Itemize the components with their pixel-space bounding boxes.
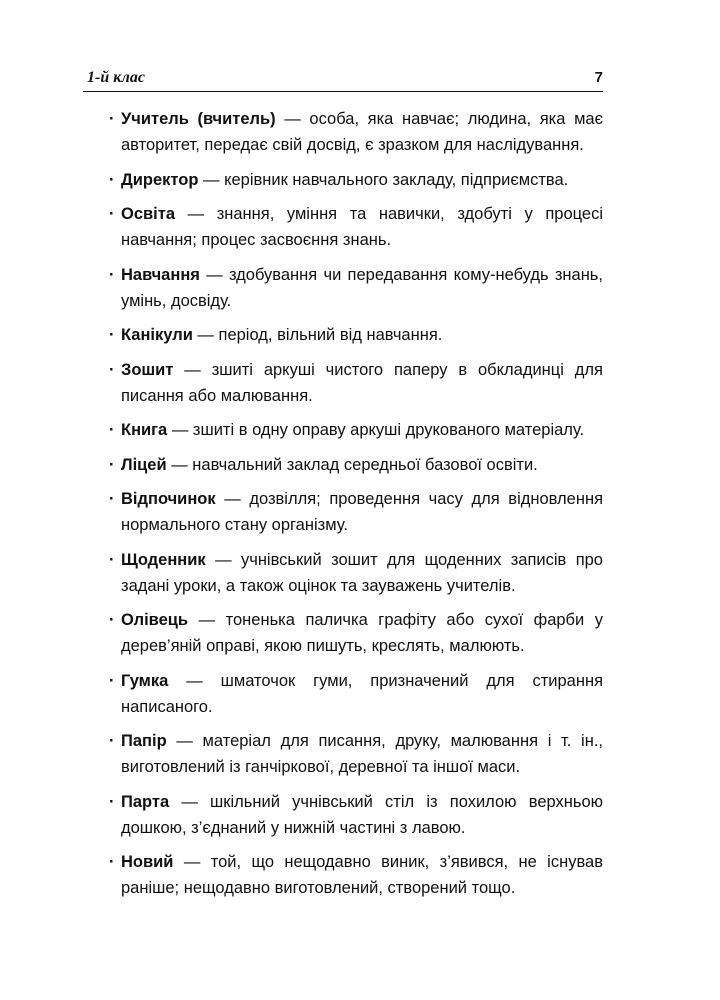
bullet-icon: · xyxy=(109,853,115,871)
entry-definition: — шкільний учнівський стіл із похилою верхньою дошкою, з’єднаний у нижній частині з лавою. xyxy=(121,792,603,837)
entry-definition: — зшиті в одну оправу аркуші друкованого матеріалу. xyxy=(167,421,585,439)
glossary-entry xyxy=(109,417,603,443)
entry-definition: — шматочок гуми, призначений для стирання написаного. xyxy=(121,671,603,716)
entry-definition: — здобування чи передавання кому-небудь знань, умінь, досвіду. xyxy=(121,265,603,310)
header-divider xyxy=(83,91,603,92)
glossary-entry xyxy=(109,607,603,659)
entry-definition: — учнівський зошит для щоденних записів про задані уроки, а також оцінок та зауважень учителів. xyxy=(121,550,603,595)
page-header xyxy=(83,68,603,90)
glossary-entry xyxy=(109,486,603,538)
entry-term: Книга xyxy=(121,421,168,439)
glossary-entry xyxy=(109,849,603,901)
glossary-entry xyxy=(109,357,603,409)
entry-term: Щоденник xyxy=(121,550,206,569)
entry-term: Директор xyxy=(121,170,199,189)
entry-definition: — дозвілля; проведення часу для відновлення нормального стану організму. xyxy=(121,490,603,534)
glossary-entry xyxy=(109,201,603,253)
entry-term: Навчання xyxy=(121,265,200,284)
glossary-entry xyxy=(109,668,603,720)
bullet-icon: · xyxy=(109,265,115,284)
entry-definition: — той, що нещодавно виник, з’явився, не існував раніше; нещодавно виготовлений, створений тощо. xyxy=(121,853,603,897)
bullet-icon: · xyxy=(109,326,115,344)
entry-definition: — навчальний заклад середньої базової освіти. xyxy=(166,455,538,474)
entry-definition: — знання, уміння та навички, здобуті у процесі навчання; процес засвоєння знань. xyxy=(121,205,603,249)
entry-definition: — зшиті аркуші чистого паперу в обкладинці для писання або малювання. xyxy=(121,360,603,405)
entry-definition: — особа, яка навчає; людина, яка має авторитет, передає свій досвід, є зразком для наслідування. xyxy=(121,110,604,154)
bullet-icon: · xyxy=(109,550,115,569)
bullet-icon: · xyxy=(109,490,115,508)
entry-definition: — період, вільний від навчання. xyxy=(192,326,443,344)
entry-term: Канікули xyxy=(121,326,193,344)
bullet-icon: · xyxy=(109,455,115,474)
entry-term: Олівець xyxy=(121,611,189,629)
entry-term: Ліцей xyxy=(121,455,167,474)
bullet-icon: · xyxy=(109,611,115,629)
bullet-icon: · xyxy=(109,110,115,128)
bullet-icon: · xyxy=(109,421,115,439)
entry-term: Парта xyxy=(121,792,170,811)
bullet-icon: · xyxy=(109,170,115,189)
bullet-icon: · xyxy=(109,732,115,750)
entry-term: Новий xyxy=(121,853,174,871)
bullet-icon: · xyxy=(109,360,115,379)
glossary-entry xyxy=(109,106,603,158)
glossary-list xyxy=(109,106,603,910)
entry-definition: — матеріал для писання, друку, малювання і т. ін., виготовлений із ганчіркової, деревної та іншої маси. xyxy=(121,732,603,776)
glossary-entry xyxy=(109,167,603,193)
bullet-icon: · xyxy=(109,205,115,223)
glossary-entry xyxy=(109,322,603,348)
entry-term: Гумка xyxy=(121,671,169,690)
page-number: 7 xyxy=(594,69,603,86)
glossary-entry xyxy=(109,789,603,841)
running-head: 1-й клас xyxy=(87,69,145,86)
bullet-icon: · xyxy=(109,671,115,690)
glossary-entry xyxy=(109,728,603,780)
glossary-entry xyxy=(109,262,603,314)
entry-term: Учитель (вчитель) xyxy=(121,110,276,128)
glossary-entry xyxy=(109,547,603,599)
glossary-entry xyxy=(109,452,603,478)
entry-term: Папір xyxy=(121,732,167,750)
entry-term: Освіта xyxy=(121,205,175,223)
entry-term: Зошит xyxy=(121,360,174,379)
bullet-icon: · xyxy=(109,792,115,811)
entry-definition: — керівник навчального закладу, підприємства. xyxy=(198,170,569,189)
entry-definition: — тоненька паличка графіту або сухої фарби у дерев’яній оправі, якою пишуть, креслять, малюють. xyxy=(121,611,603,655)
entry-term: Відпочинок xyxy=(121,490,216,508)
